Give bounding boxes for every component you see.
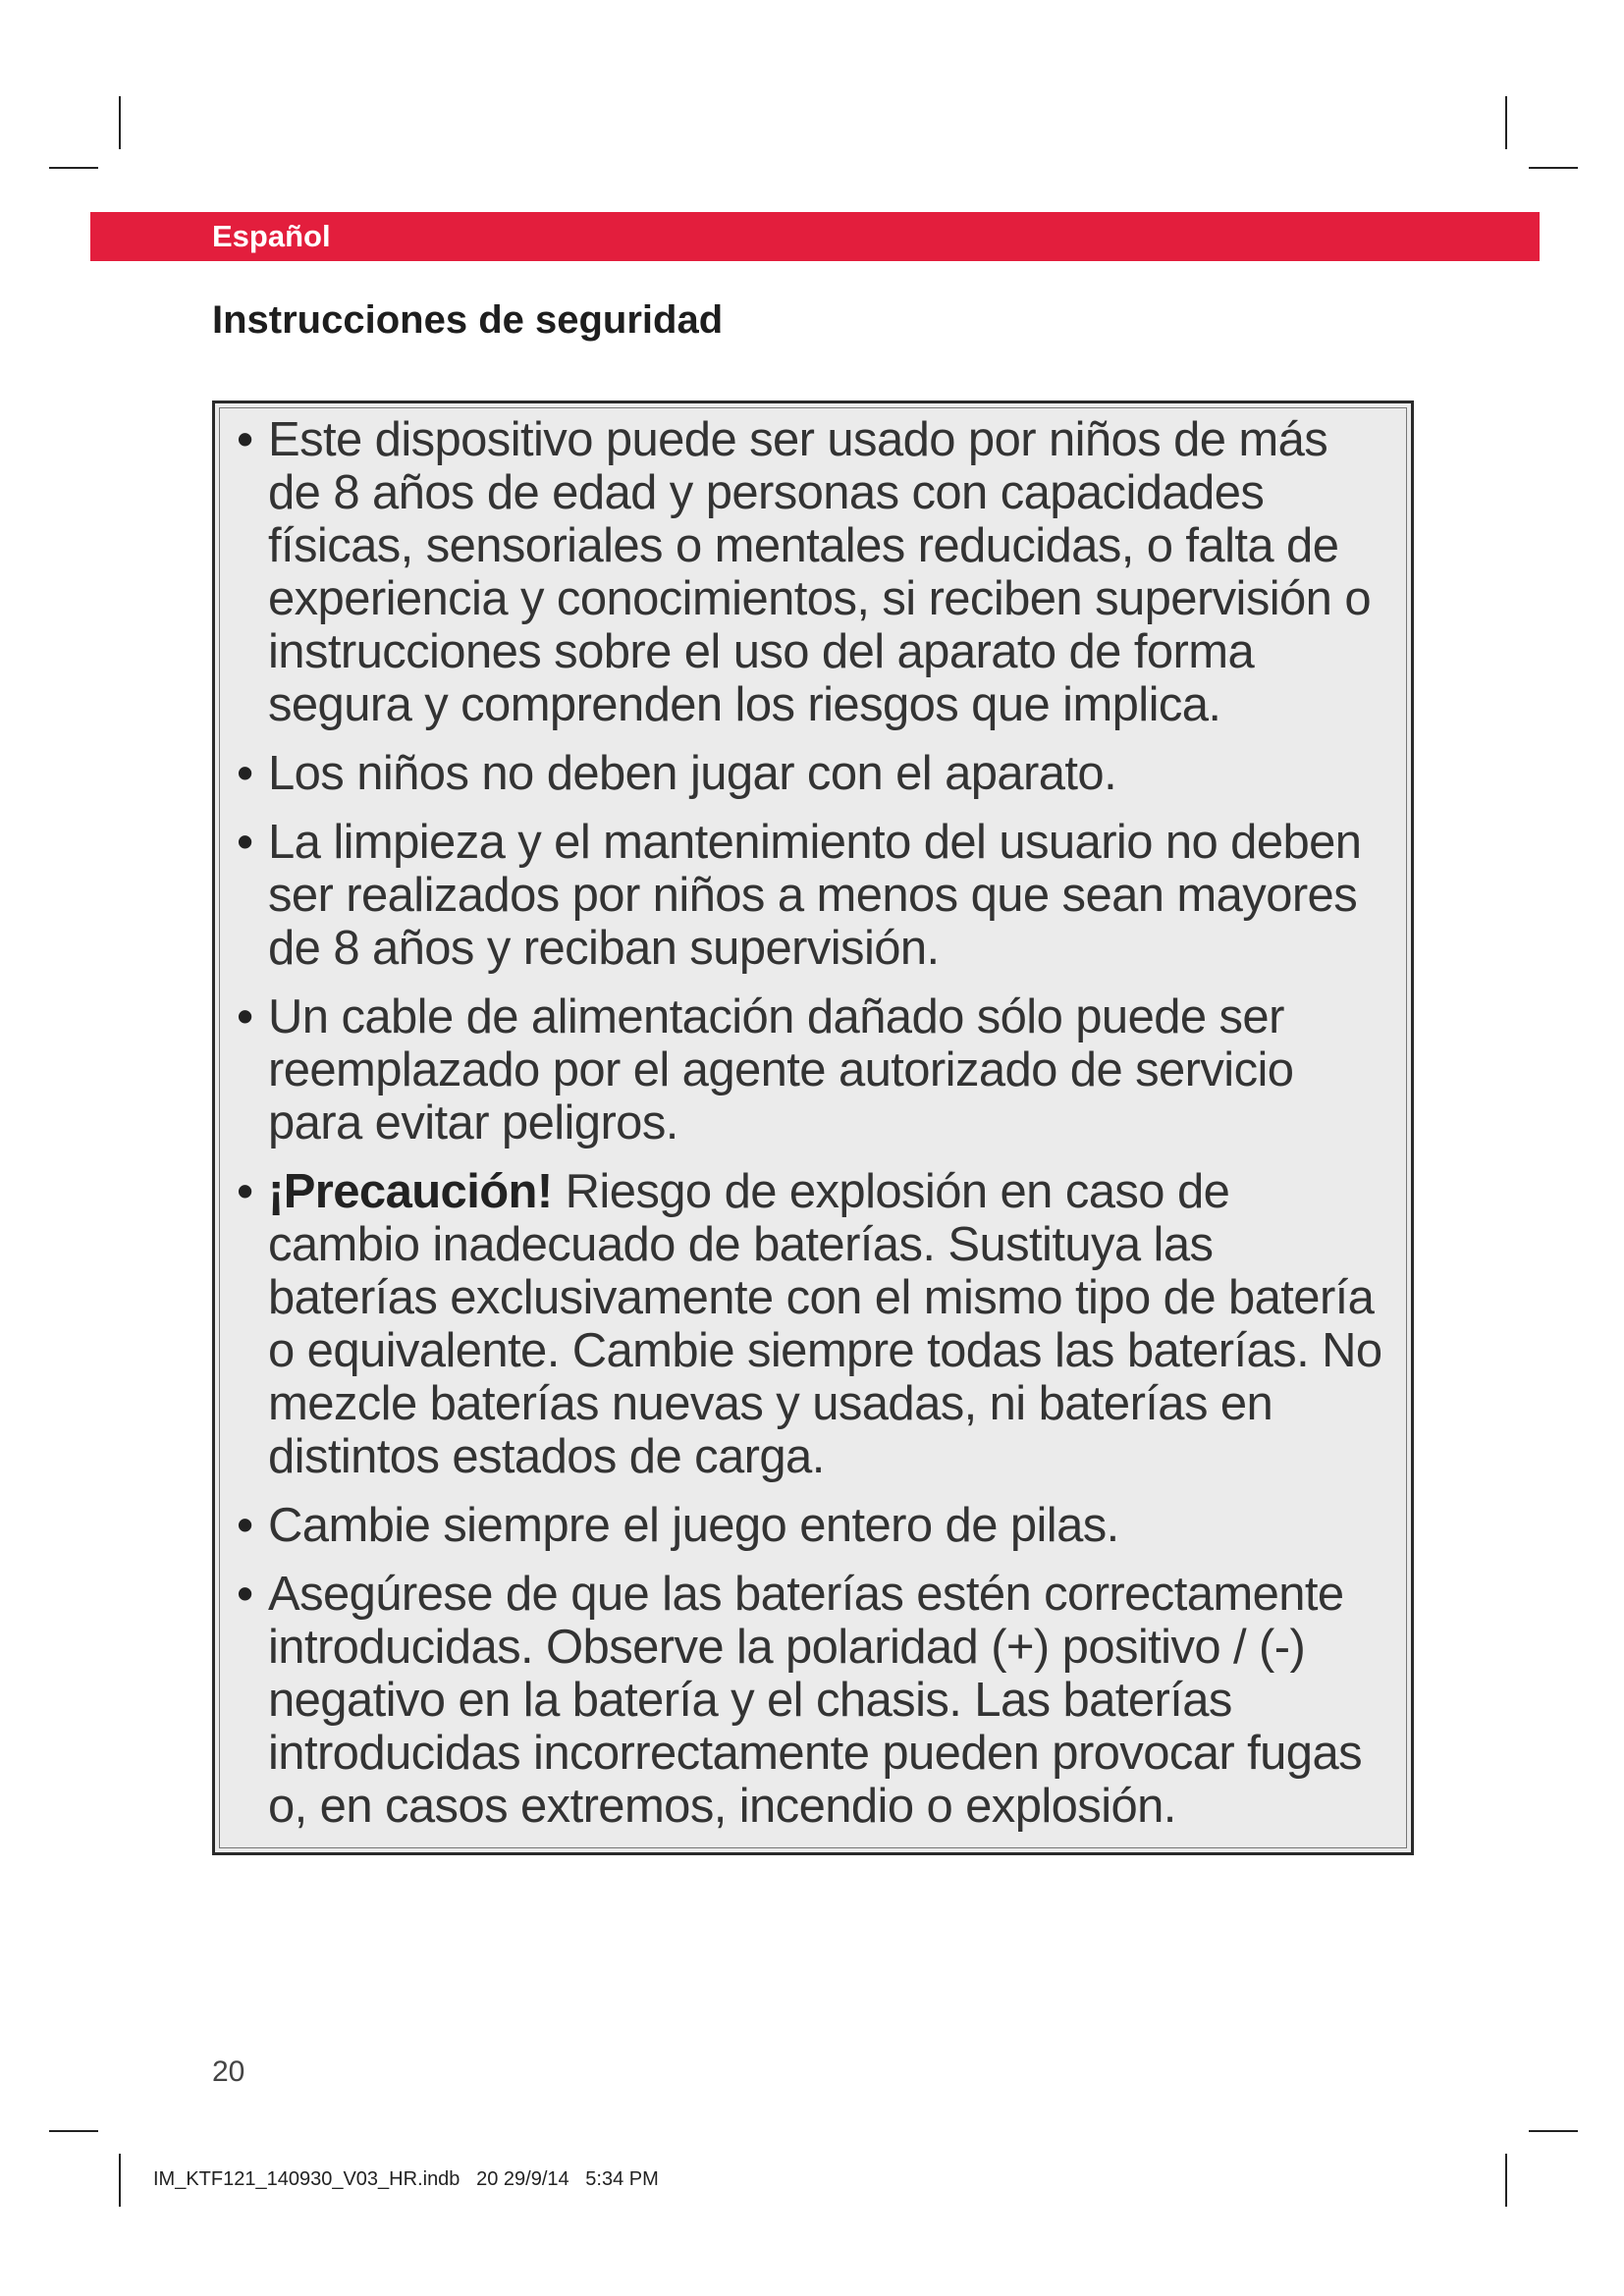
bullet-icon: • — [237, 413, 253, 466]
safety-item — [237, 816, 1391, 975]
crop-mark — [1529, 167, 1578, 169]
safety-item-text: Riesgo de explosión en caso de cambio inadecuado de baterías. Sustituya las baterías exclusivamente con el mismo tipo de batería o equivalente. Cambie siempre todas las baterías. No mezcle baterías nuevas y usadas, ni baterías en distintos estados de carga. — [268, 1165, 1382, 1483]
bullet-icon: • — [237, 990, 253, 1043]
bullet-icon: • — [237, 816, 253, 869]
safety-item — [237, 747, 1391, 800]
safety-item-text: Cambie siempre el juego entero de pilas. — [268, 1499, 1119, 1552]
safety-item-text: Un cable de alimentación dañado sólo puede ser reemplazado por el agente autorizado de servicio para evitar peligros. — [268, 990, 1294, 1149]
safety-item-text: Este dispositivo puede ser usado por niños de más de 8 años de edad y personas con capacidades físicas, sensoriales o mentales reducidas, o falta de experiencia y conocimientos, si reciben supervisión o instrucciones sobre el uso del aparato de forma segura y comprenden los riesgos que implica. — [268, 413, 1372, 731]
safety-list — [215, 403, 1411, 1833]
crop-mark — [119, 2154, 121, 2207]
safety-item-warning — [237, 1165, 1391, 1483]
bullet-icon: • — [237, 1568, 253, 1621]
bullet-icon: • — [237, 1499, 253, 1552]
safety-item-text: La limpieza y el mantenimiento del usuario no deben ser realizados por niños a menos que sean mayores de 8 años y reciban supervisión. — [268, 816, 1362, 975]
language-label: Español — [212, 219, 331, 253]
safety-item — [237, 413, 1391, 731]
page-number: 20 — [212, 2056, 245, 2088]
section-title: Instrucciones de seguridad — [212, 298, 724, 342]
safety-item-text: Los niños no deben jugar con el aparato. — [268, 747, 1117, 800]
crop-mark — [119, 96, 121, 149]
print-imprint: IM_KTF121_140930_V03_HR.indb 20 29/9/14 5:34 PM — [153, 2168, 659, 2190]
safety-instructions-box — [212, 400, 1414, 1855]
bullet-icon: • — [237, 1165, 253, 1218]
language-bar — [90, 212, 1540, 261]
safety-item — [237, 990, 1391, 1149]
warning-lead: ¡Precaución! — [268, 1165, 553, 1218]
bullet-icon: • — [237, 747, 253, 800]
crop-mark — [1505, 2154, 1507, 2207]
crop-mark — [49, 2130, 98, 2132]
safety-item-text: Asegúrese de que las baterías estén correctamente introducidas. Observe la polaridad (+) positivo / (-) negativo en la batería y el chasis. Las baterías introducidas incorrectamente pueden provocar fugas o, en casos extremos, incendio o explosión. — [268, 1568, 1363, 1833]
crop-mark — [1529, 2130, 1578, 2132]
safety-item — [237, 1568, 1391, 1833]
crop-mark — [1505, 96, 1507, 149]
safety-item — [237, 1499, 1391, 1552]
crop-mark — [49, 167, 98, 169]
